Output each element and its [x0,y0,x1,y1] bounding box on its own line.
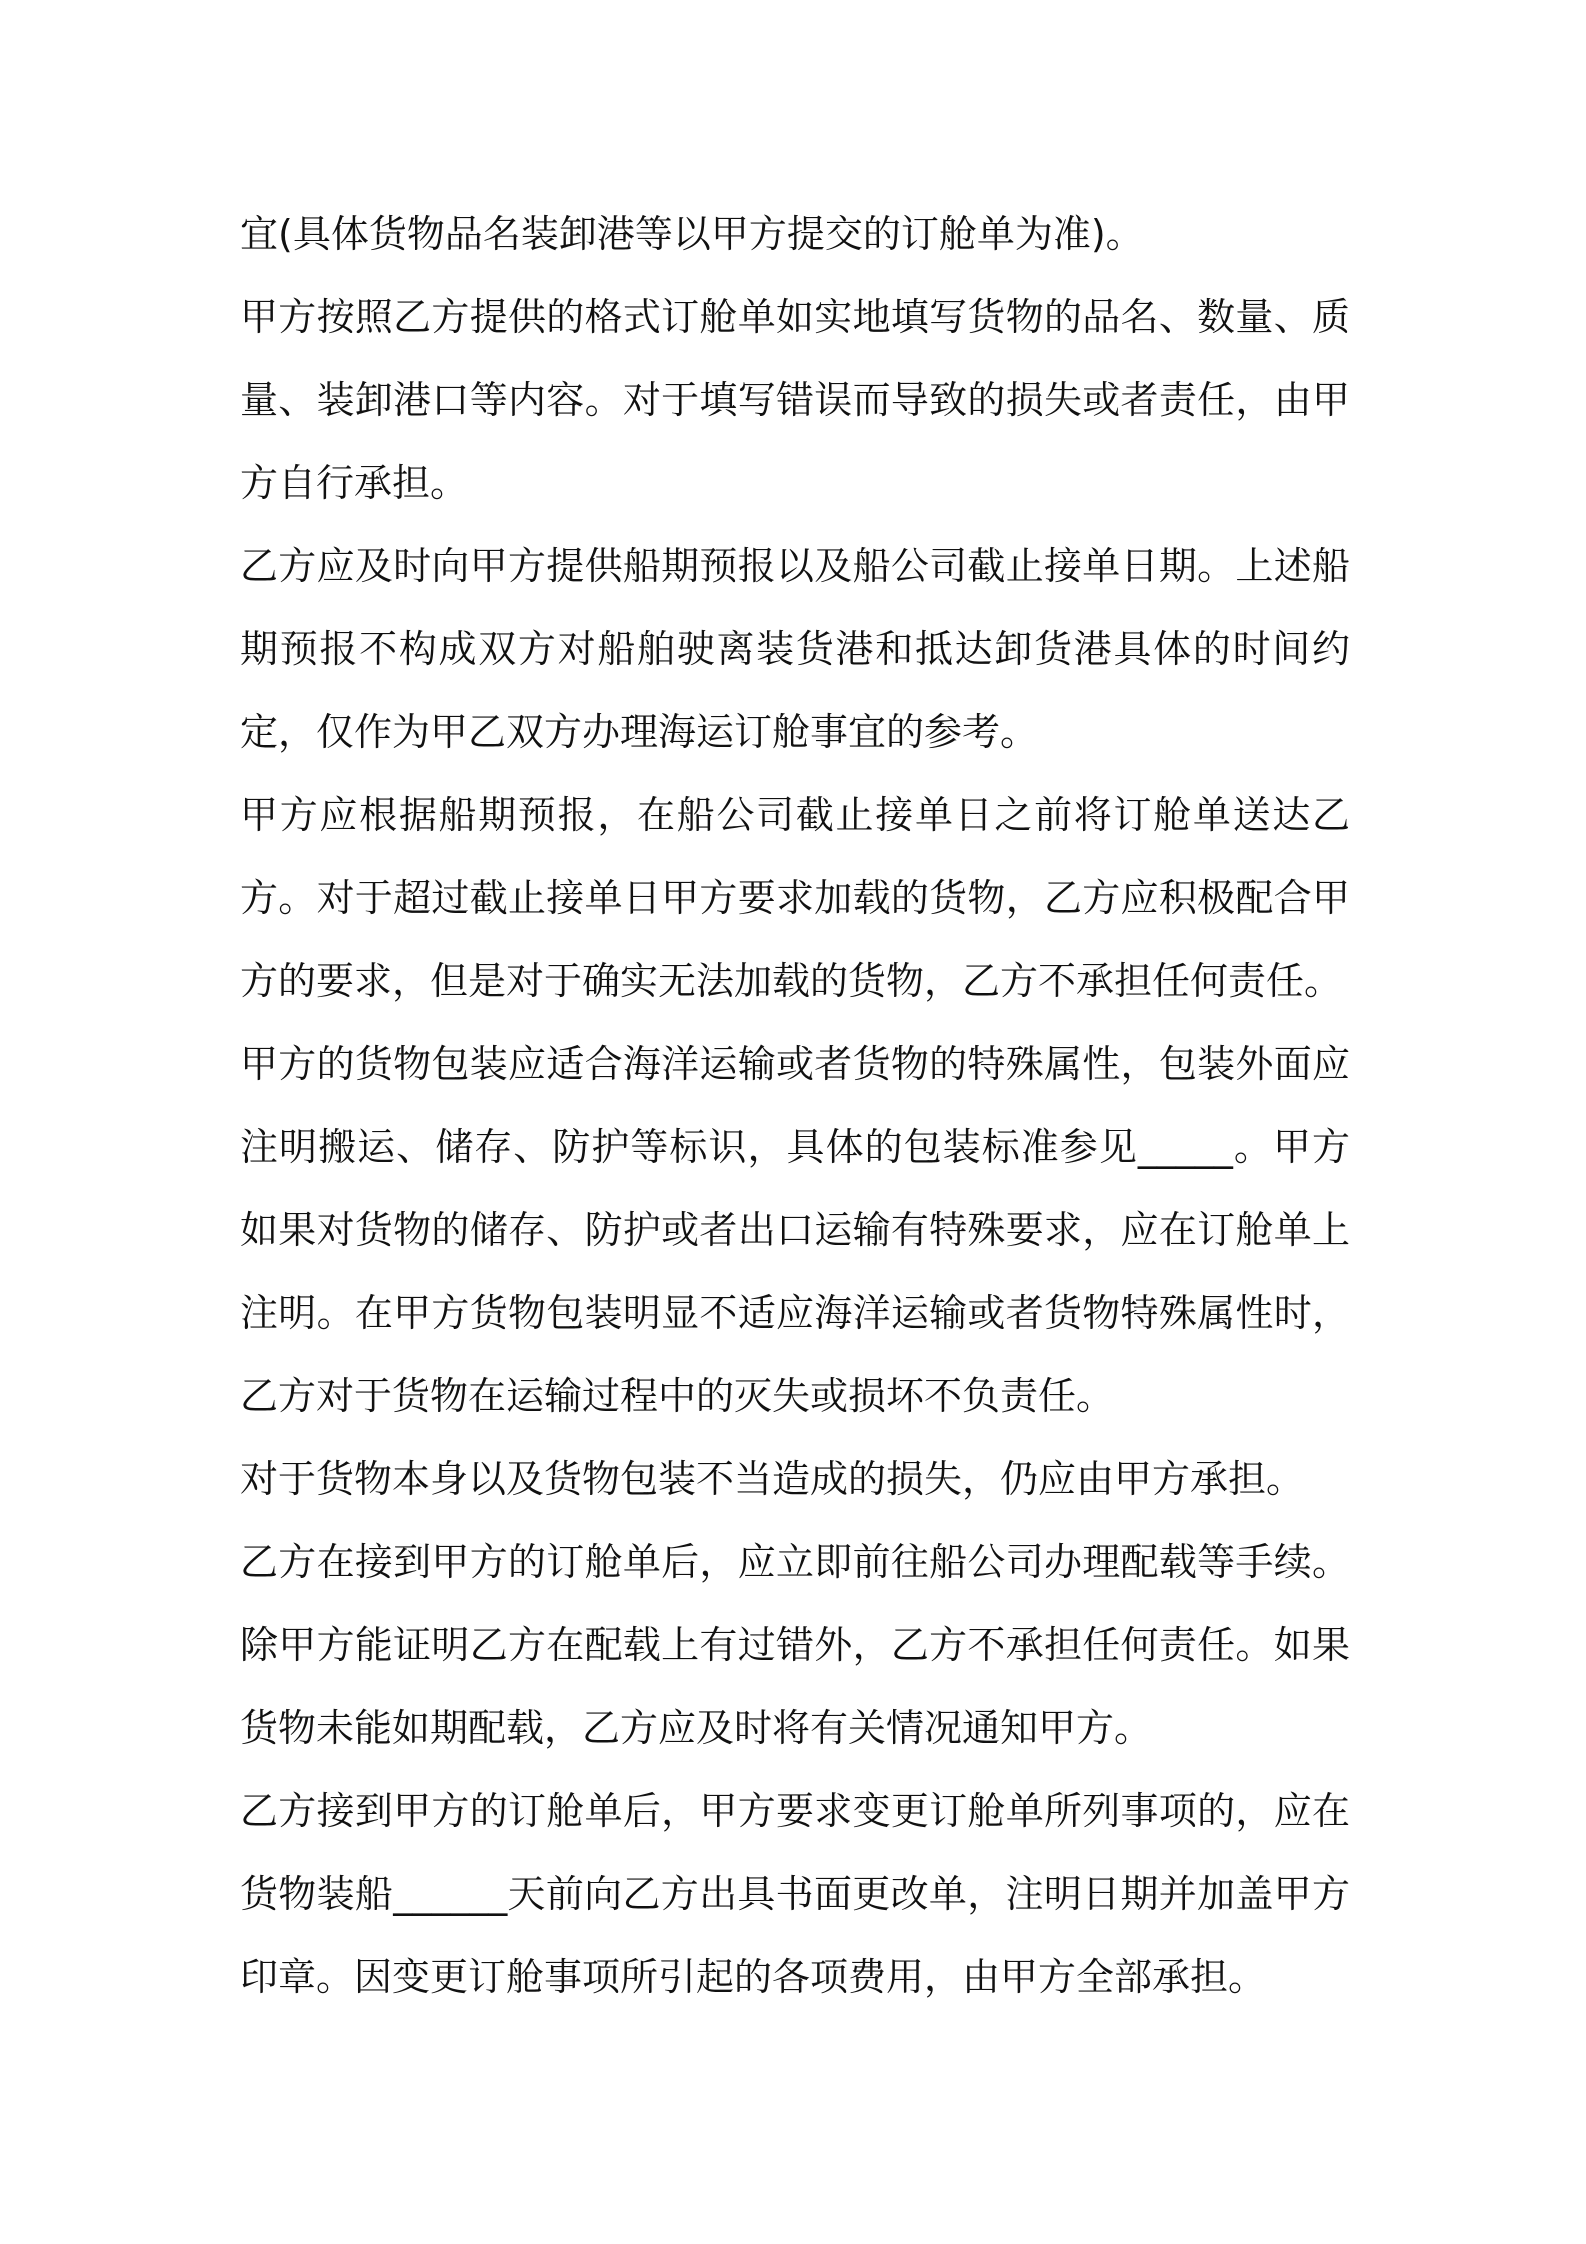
paragraph-8: 乙方接到甲方的订舱单后，甲方要求变更订舱单所列事项的，应在货物装船______天前向乙方出具书面更改单，注明日期并加盖甲方印章。因变更订舱事项所引起的各项费用，由甲方全部承担。 [240,1789,1350,1999]
paragraph-3: 乙方应及时向甲方提供船期预报以及船公司截止接单日期。上述船期预报不构成双方对船舶驶离装货港和抵达卸货港具体的时间约定，仅作为甲乙双方办理海运订舱事宜的参考。 [240,544,1350,754]
paragraph-1: 宜(具体货物品名装卸港等以甲方提交的订舱单为准)。 [240,212,1144,256]
paragraph-6: 对于货物本身以及货物包装不当造成的损失，仍应由甲方承担。 [240,1457,1305,1501]
paragraph-7: 乙方在接到甲方的订舱单后，应立即前往船公司办理配载等手续。除甲方能证明乙方在配载上有过错外，乙方不承担任何责任。如果货物未能如期配载，乙方应及时将有关情况通知甲方。 [240,1540,1350,1750]
paragraph-4: 甲方应根据船期预报，在船公司截止接单日之前将订舱单送达乙方。对于超过截止接单日甲方要求加载的货物，乙方应积极配合甲方的要求，但是对于确实无法加载的货物，乙方不承担任何责任。 [240,793,1350,1003]
paragraph-5: 甲方的货物包装应适合海洋运输或者货物的特殊属性，包装外面应注明搬运、储存、防护等标识，具体的包装标准参见_____。甲方如果对货物的储存、防护或者出口运输有特殊要求，应在订舱单上注明。在甲方货物包装明显不适应海洋运输或者货物特殊属性时，乙方对于货物在运输过程中的灭失或损坏不负责任。 [240,1042,1350,1418]
paragraph-2: 甲方按照乙方提供的格式订舱单如实地填写货物的品名、数量、质量、装卸港口等内容。对于填写错误而导致的损失或者责任，由甲方自行承担。 [240,295,1350,505]
document-body [240,193,1350,2019]
